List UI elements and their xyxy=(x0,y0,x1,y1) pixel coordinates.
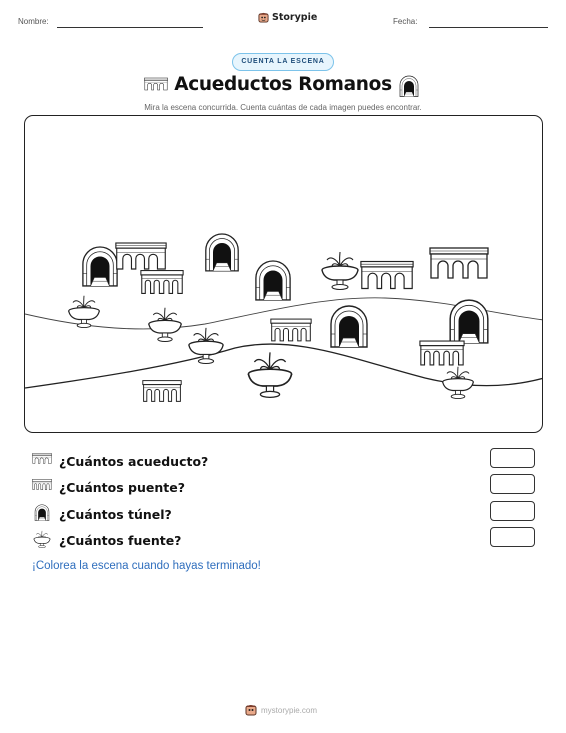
date-label: Fecha: xyxy=(393,17,418,26)
tunnel-icon[interactable] xyxy=(206,234,238,271)
storypie-mascot-icon xyxy=(258,12,269,23)
question-text: ¿Cuántos puente? xyxy=(59,480,185,495)
footer-brand xyxy=(245,704,317,716)
answer-box-tunnel[interactable] xyxy=(490,501,535,521)
title-row xyxy=(0,74,566,100)
fountain-icon xyxy=(32,530,52,548)
question-row-aqueduct xyxy=(32,451,536,471)
bridge-icon[interactable] xyxy=(141,271,183,294)
name-line[interactable] xyxy=(57,27,203,28)
question-row-tunnel xyxy=(32,504,536,524)
question-row-fountain xyxy=(32,530,536,550)
tunnel-icon[interactable] xyxy=(331,306,367,347)
coloring-note: ¡Colorea la escena cuando hayas terminado! xyxy=(32,560,261,572)
tunnel-icon xyxy=(399,75,419,97)
question-text: ¿Cuántos túnel? xyxy=(59,507,172,522)
bridge-icon[interactable] xyxy=(271,319,311,341)
activity-badge: CUENTA LA ESCENA xyxy=(232,53,334,71)
answer-box-bridge[interactable] xyxy=(490,474,535,494)
instructions-text: Mira la escena concurrida. Cuenta cuántas de cada imagen puedes encontrar. xyxy=(144,103,422,112)
counting-scene xyxy=(24,115,543,433)
question-text: ¿Cuántos fuente? xyxy=(59,533,182,548)
aqueduct-icon xyxy=(32,451,52,466)
answer-box-aqueduct[interactable] xyxy=(490,448,535,468)
tunnel-icon xyxy=(32,504,52,521)
fountain-icon[interactable] xyxy=(322,252,358,290)
date-line[interactable] xyxy=(429,27,548,28)
bridge-icon[interactable] xyxy=(420,341,464,365)
fountain-icon[interactable] xyxy=(69,296,100,328)
tunnel-icon[interactable] xyxy=(450,300,488,343)
answer-box-fountain[interactable] xyxy=(490,527,535,547)
tunnel-icon[interactable] xyxy=(256,261,290,300)
page-title: Acueductos Romanos xyxy=(174,74,392,95)
footer-url: mystorypie.com xyxy=(261,705,318,715)
question-text: ¿Cuántos acueducto? xyxy=(59,454,209,469)
storypie-logo xyxy=(258,12,317,23)
worksheet-header xyxy=(18,12,548,32)
name-label: Nombre: xyxy=(18,17,49,26)
storypie-mascot-icon xyxy=(245,704,257,716)
aqueduct-icon[interactable] xyxy=(116,243,166,269)
aqueduct-icon[interactable] xyxy=(361,262,413,289)
fountain-icon[interactable] xyxy=(248,352,291,397)
bridge-icon[interactable] xyxy=(143,381,181,402)
aqueduct-icon[interactable] xyxy=(430,248,488,278)
bridge-icon xyxy=(32,477,52,492)
tunnel-icon[interactable] xyxy=(83,247,117,286)
question-row-bridge xyxy=(32,477,536,497)
brand-name: Storypie xyxy=(272,12,318,23)
fountain-icon[interactable] xyxy=(443,367,474,399)
scene-illustration xyxy=(25,116,543,433)
fountain-icon[interactable] xyxy=(149,308,181,342)
